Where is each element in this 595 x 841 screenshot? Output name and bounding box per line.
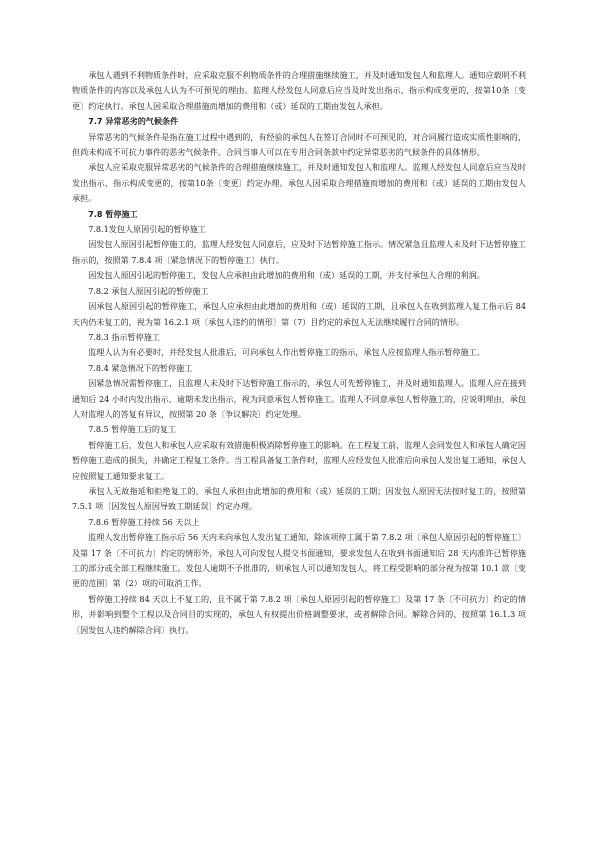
document-page xyxy=(72,68,526,638)
subsection-heading: 7.8.2 承包人原因引起的暂停施工 xyxy=(88,285,209,296)
section-heading: 7.7 异常恶劣的气候条件 xyxy=(88,116,179,127)
section-heading: 7.8 暂停施工 xyxy=(88,208,138,219)
paragraph: 异常恶劣的气候条件是指在施工过程中遇到的，有经验的承包人在签订合同时不可预见的，对合同履行造成实质性影响的，但尚未构成不可抗力事件的恶劣气候条件。合同当事人可以在专用合同条款中约定异常恶劣的气候条件的具体情形。 xyxy=(72,131,526,158)
paragraph: 暂停施工持续 84 天以上不复工的，且不属于第 7.8.2 项〔承包人原因引起的暂停施工〕及第 17 条〔不可抗力〕约定的情形，并影响到整个工程以及合同目的实现的，承包人有权提出价格调整要求，或者解除合同。解除合同的，按照第 16.1.3 项〔因发包人违约解除合同〕执行。 xyxy=(72,593,526,635)
paragraph: 承包人无故拖延和拒绝复工的，承包人承担由此增加的费用和（或）延误的工期；因发包人原因无法按时复工的，按照第 7.5.1 项〔因发包人原因导致工期延误〕约定办理。 xyxy=(72,485,526,512)
paragraph: 监理人认为有必要时，并经发包人批准后，可向承包人作出暂停施工的指示，承包人应按监理人指示暂停施工。 xyxy=(88,347,485,358)
paragraph: 暂停施工后，发包人和承包人应采取有效措施积极消除暂停施工的影响。在工程复工前，监理人会同发包人和承包人确定因暂停施工造成的损失，并确定工程复工条件。当工程具备复工条件时，监理人应经发包人批准后向承包人发出复工通知，承包人应按照复工通知要求复工。 xyxy=(72,439,526,481)
subsection-heading: 7.8.3 指示暂停施工 xyxy=(88,331,160,342)
subsection-heading: 7.8.1发包人原因引起的暂停施工 xyxy=(88,224,206,235)
paragraph: 监理人发出暂停施工指示后 56 天内未向承包人发出复工通知，除该项停工属于第 7.8.2 项〔承包人原因引起的暂停施工〕及第 17 条〔不可抗力〕约定的情形外，承包人可向发包人提交书面通知，要求发包人在收到书面通知后 28 天内准许已暂停施工的部分或全部工程继续施工。发包人逾期不予批准的，则承包人可以通知发包人，将工程受影响的部分视为按第 10.1 款〔变更的范围〕第（2）项的可取消工作。 xyxy=(72,532,526,589)
subsection-heading: 7.8.4 紧急情况下的暂停施工 xyxy=(88,362,193,373)
paragraph: 承包人应采取克服异常恶劣的气候条件的合理措施继续施工，并及时通知发包人和监理人。监理人经发包人同意后应当及时发出指示，指示构成变更的，按第10条〔变更〕约定办理。承包人因采取合理措施而增加的费用和（或）延误的工期由发包人承担。 xyxy=(72,162,526,204)
paragraph: 因发包人原因引起的暂停施工，发包人应承担由此增加的费用和（或）延误的工期，并支付承包人合理的利润。 xyxy=(88,270,485,281)
paragraph: 因发包人原因引起暂停施工的，监理人经发包人同意后，应及时下达暂停施工指示。情况紧急且监理人未及时下达暂停施工指示的，按照第 7.8.4 项〔紧急情况下的暂停施工〕执行。 xyxy=(72,239,526,265)
paragraph: 承包人遇到不利物质条件时，应采取克服不利物质条件的合理措施继续施工，并及时通知发包人和监理人。通知应载明不利物质条件的内容以及承包人认为不可预见的理由。监理人经发包人同意后应当及时发出指示，指示构成变更的，按第10条〔变更〕约定执行。承包人因采取合理措施而增加的费用和（或）延误的工期由发包人承担。 xyxy=(72,70,526,111)
subsection-heading: 7.8.5 暂停施工后的复工 xyxy=(88,424,177,435)
subsection-heading: 7.8.6 暂停施工持续 56 天以上 xyxy=(88,516,200,527)
paragraph: 因紧急情况需暂停施工，且监理人未及时下达暂停施工指示的，承包人可先暂停施工，并及时通知监理人。监理人应在接到通知后 24 小时内发出指示，逾期未发出指示，视为同意承包人暂停施工。监理人不同意承包人暂停施工的，应说明理由，承包人对监理人的答复有异议，按照第 20 条〔争议解决〕约定处理。 xyxy=(72,378,526,419)
paragraph: 因承包人原因引起的暂停施工，承包人应承担由此增加的费用和（或）延误的工期，且承包人在收到监理人复工指示后 84 天内仍未复工的，视为第 16.2.1 项〔承包人违约的情形〕第（7）目约定的承包人无法继续履行合同的情形。 xyxy=(72,301,526,327)
